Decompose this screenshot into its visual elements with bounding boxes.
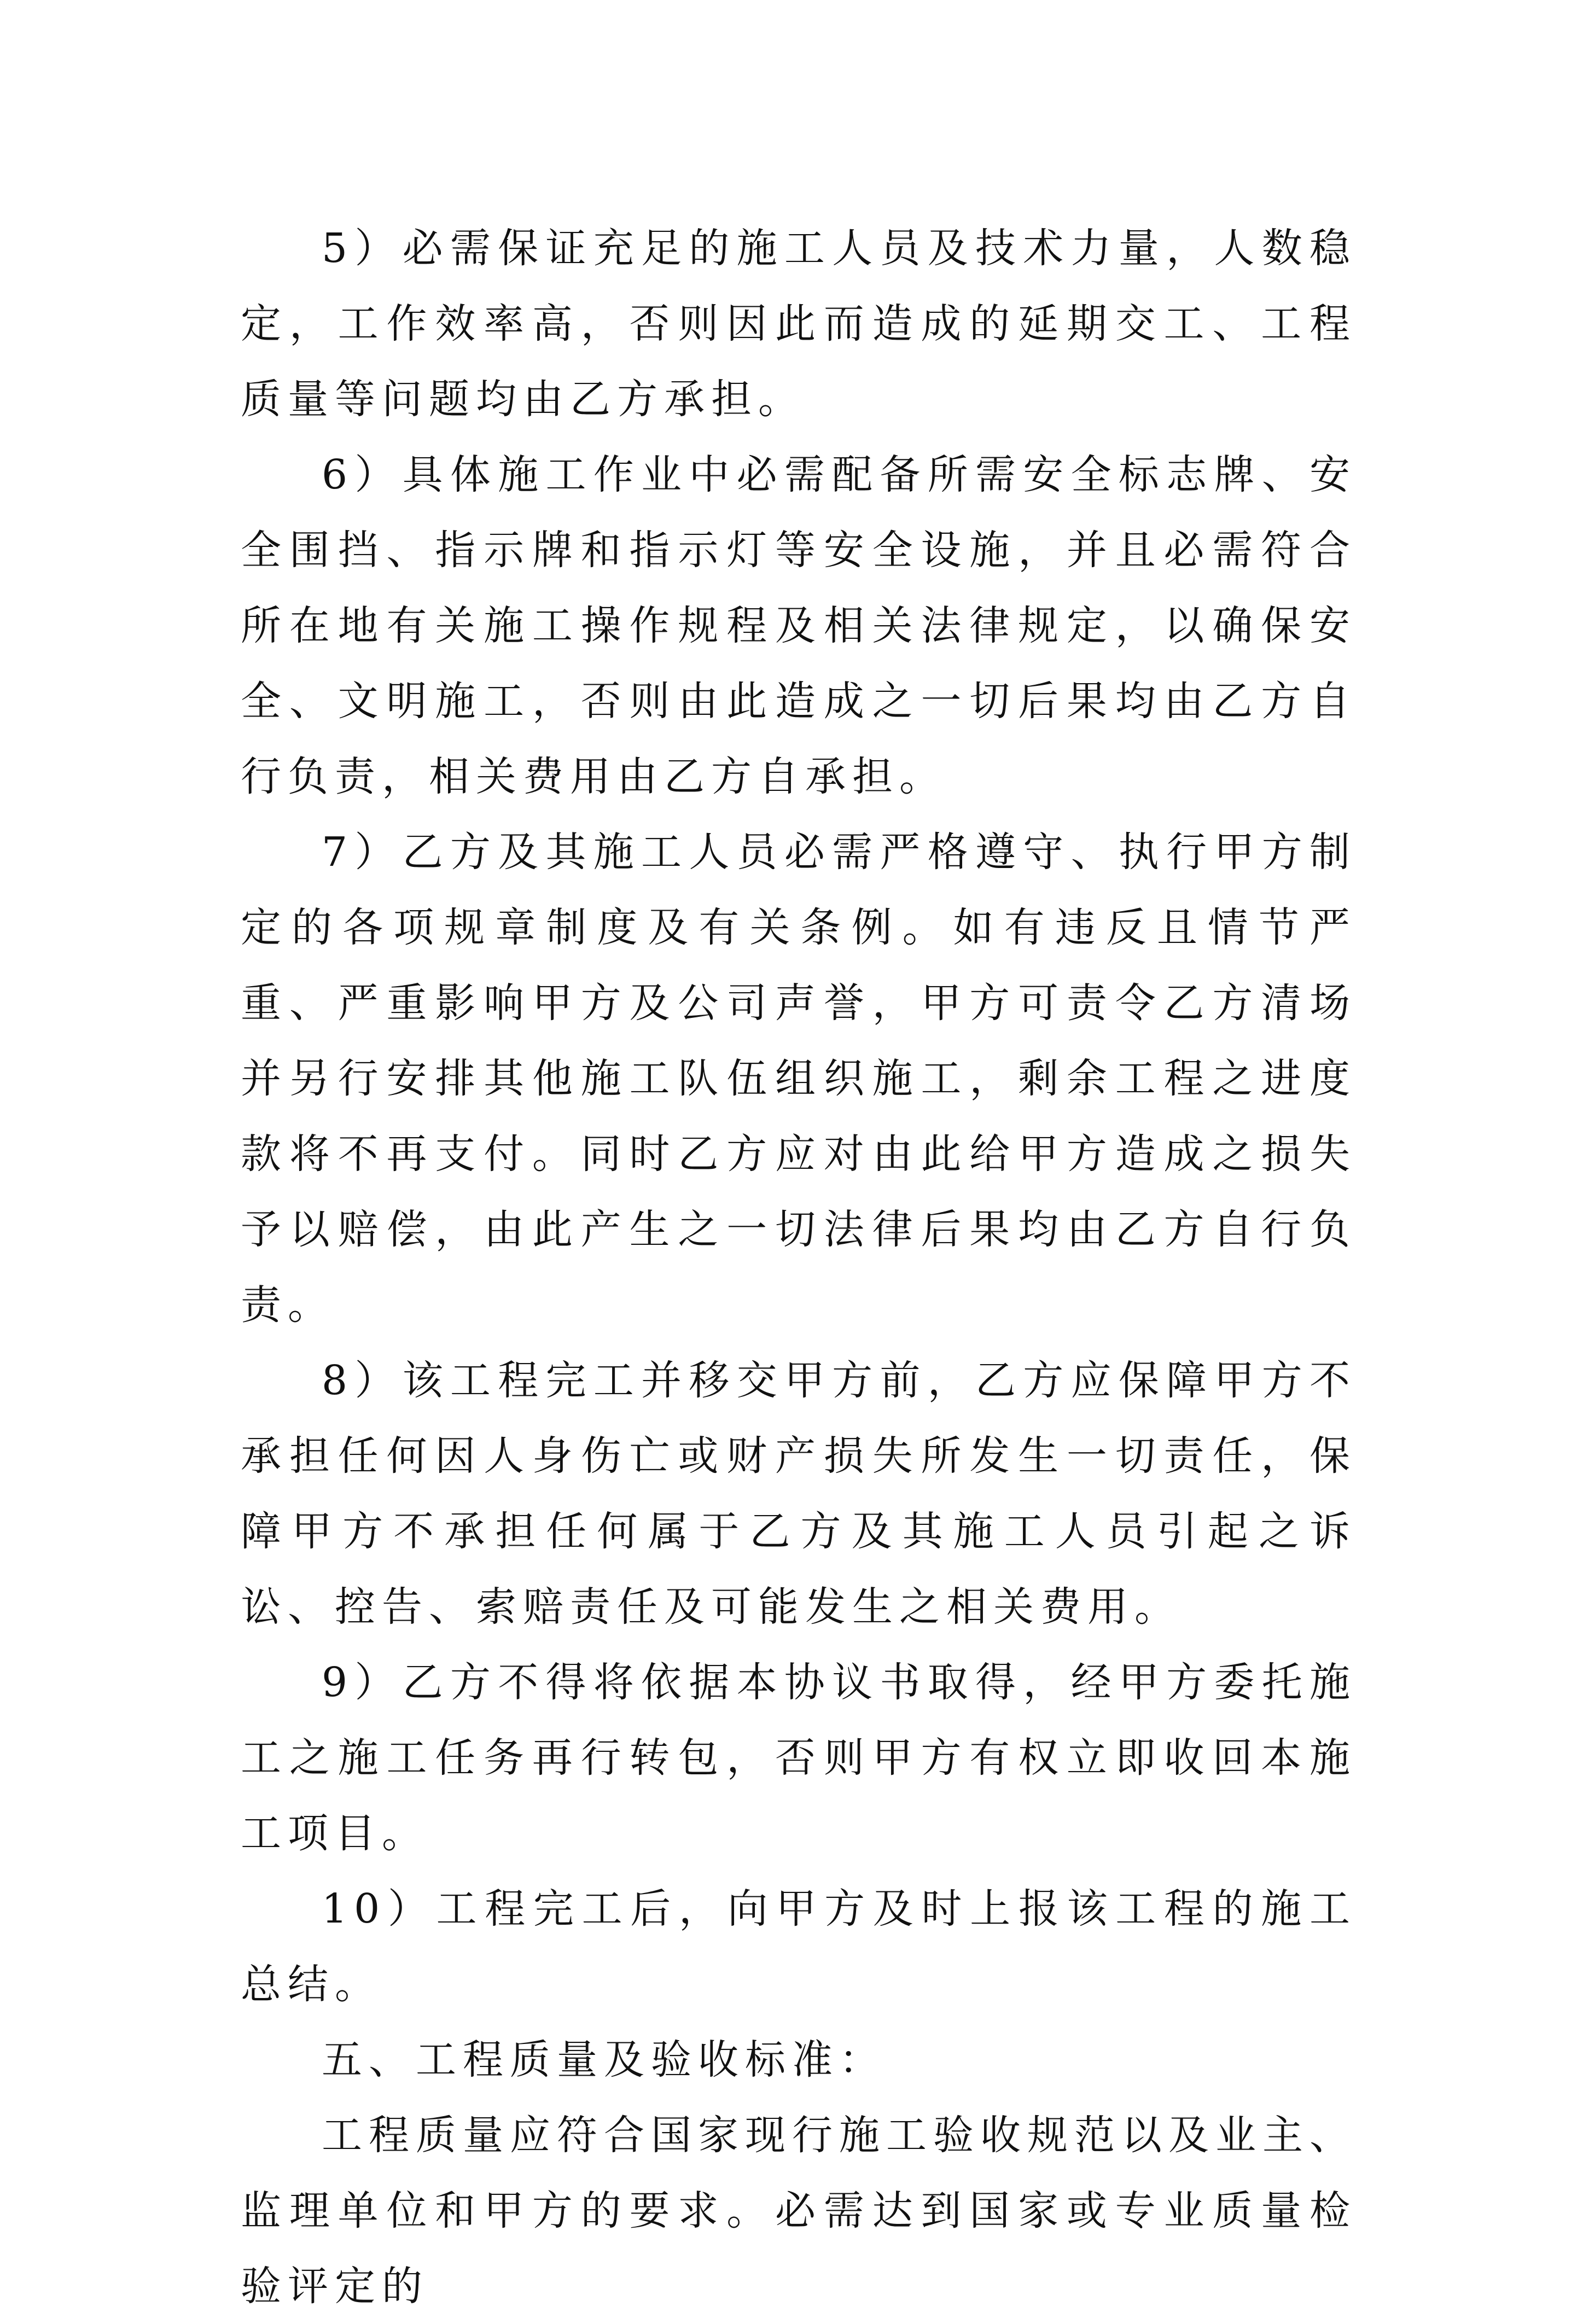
paragraph-item-7: 7）乙方及其施工人员必需严格遵守、执行甲方制定的各项规章制度及有关条例。如有违反且情节严重、严重影响甲方及公司声誉，甲方可责令乙方清场并另行安排其他施工队伍组织施工，剩余工程之进度款将不再支付。同时乙方应对由此给甲方造成之损失予以赔偿，由此产生之一切法律后果均由乙方自行负责。 — [241, 829, 1357, 1329]
paragraph-item-9: 9）乙方不得将依据本协议书取得，经甲方委托施工之施工任务再行转包，否则甲方有权立即收回本施工项目。 — [241, 1659, 1357, 1857]
section-heading-quality: 五、工程质量及验收标准： — [322, 2036, 886, 2083]
paragraph-item-6: 6）具体施工作业中必需配备所需安全标志牌、安全围挡、指示牌和指示灯等安全设施，并且必需符合所在地有关施工操作规程及相关法律规定，以确保安全、文明施工，否则由此造成之一切后果均由乙方自行负责，相关费用由乙方自承担。 — [241, 451, 1357, 800]
document-body — [241, 211, 1357, 2324]
paragraph-item-5: 5）必需保证充足的施工人员及技术力量，人数稳定，工作效率高，否则因此而造成的延期交工、工程质量等问题均由乙方承担。 — [241, 225, 1357, 423]
paragraph-item-10: 10）工程完工后，向甲方及时上报该工程的施工总结。 — [241, 1885, 1357, 2008]
paragraph-quality-standard: 工程质量应符合国家现行施工验收规范以及业主、监理单位和甲方的要求。必需达到国家或专业质量检验评定的 — [241, 2112, 1357, 2310]
paragraph-item-8: 8）该工程完工并移交甲方前，乙方应保障甲方不承担任何因人身伤亡或财产损失所发生一切责任，保障甲方不承担任何属于乙方及其施工人员引起之诉讼、控告、索赔责任及可能发生之相关费用。 — [241, 1357, 1357, 1630]
